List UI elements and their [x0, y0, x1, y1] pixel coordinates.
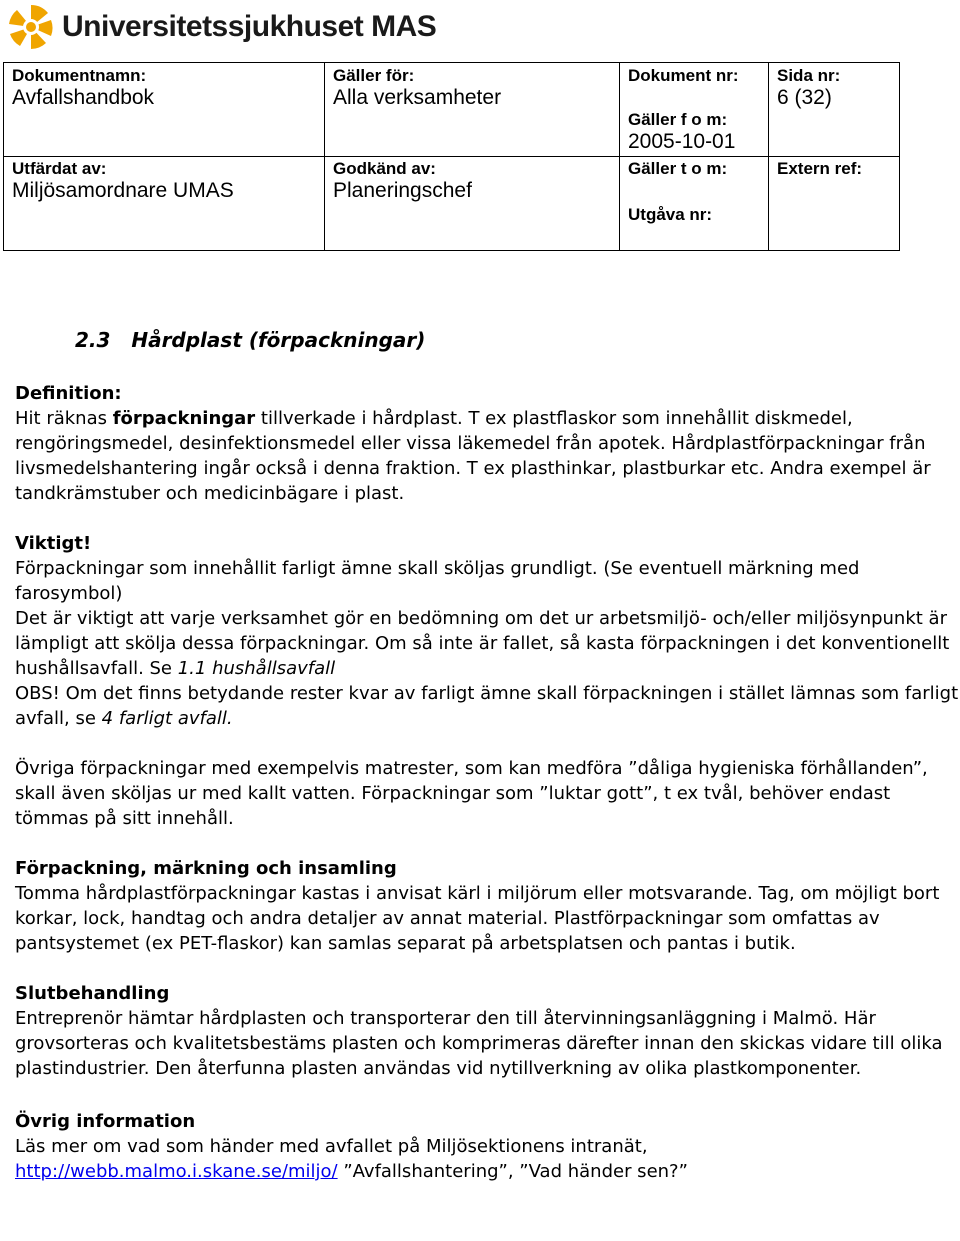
household-waste-ref: 1.1 hushållsavfall [177, 658, 336, 679]
important-obs-text: OBS! Om det finns betydande rester kvar av farligt ämne skall förpackningen i stället lämnas som farligt avfall, se [15, 683, 959, 729]
important-rinse-text: Förpackningar som innehållit farligt ämne skall sköljas grundligt. (Se eventuell märkning med farosymbol) [15, 558, 860, 604]
doc-nr-label: Dokument nr: [628, 66, 739, 85]
page-cell [769, 63, 900, 157]
valid-from-value: 2005-10-01 [628, 130, 736, 153]
approved-cell [325, 157, 620, 251]
section-title: Hårdplast (förpackningar) [131, 328, 426, 352]
hospital-logo [8, 4, 436, 50]
issued-label: Utfärdat av: [12, 159, 107, 178]
important-assessment-paragraph [15, 606, 960, 681]
extref-label: Extern ref: [777, 159, 863, 178]
doc-nr-cell [620, 63, 769, 157]
important-assessment-text: Det är viktigt att varje verksamhet gör en bedömning om det ur arbetsmiljö- och/eller miljösynpunkt är lämpligt att skölja dessa förpackningar. Om så inte är fallet, så kasta förpackningen i det konventionellt hushållsavfall. Se [15, 608, 950, 679]
extref-cell [769, 157, 900, 251]
important-obs-paragraph [15, 681, 960, 731]
page-value: 6 (32) [777, 86, 832, 109]
doc-name-label: Dokumentnamn: [12, 66, 147, 85]
logo-text: Universitetssjukhuset MAS [62, 10, 437, 43]
page-label: Sida nr: [777, 66, 841, 85]
section-heading [75, 325, 960, 355]
version-label: Utgåva nr: [628, 205, 713, 224]
sun-icon [8, 4, 54, 50]
important-heading: Viktigt! [15, 533, 92, 554]
other-info-heading: Övrig information [15, 1111, 196, 1132]
issued-value: Miljösamordnare UMAS [12, 179, 234, 202]
applies-value: Alla verksamheter [333, 86, 502, 109]
valid-to-label: Gäller t o m: [628, 159, 728, 178]
other-info-tail: ”Avfallshantering”, ”Vad händer sen?” [337, 1161, 688, 1182]
section-number: 2.3 [75, 328, 111, 352]
definition-heading: Definition: [15, 383, 122, 404]
approved-value: Planeringschef [333, 179, 472, 202]
packing-heading: Förpackning, märkning och insamling [15, 858, 397, 879]
document-header-table [3, 62, 900, 251]
doc-name-value: Avfallshandbok [12, 86, 155, 109]
other-info-paragraph [15, 1134, 960, 1184]
document-body [15, 325, 960, 1184]
intranet-link[interactable]: http://webb.malmo.i.skane.se/miljo/ [15, 1161, 338, 1182]
applies-label: Gäller för: [333, 66, 415, 85]
issued-cell [4, 157, 325, 251]
final-treatment-paragraph: Entreprenör hämtar hårdplasten och transporterar den till återvinningsanläggning i Malmö. Här grovsorteras och kvalitetsbestäms plasten och komprimeras därefter innan den skickas vidare till olika plastindustrier. Den återfunna plasten användas vid nytillverkning av olika plastkomponenter. [15, 1008, 943, 1079]
definition-keyword: förpackningar [112, 408, 256, 429]
other-packaging-paragraph: Övriga förpackningar med exempelvis matrester, som kan medföra ”dåliga hygieniska förhållanden”, skall även sköljas ur med kallt vatten. Förpackningar som ”luktar gott”, t ex tvål, behöver endast tömmas på sitt innehåll. [15, 758, 928, 829]
definition-text-a: Hit räknas [15, 408, 113, 429]
definition-text-b: tillverkade i hårdplast. T ex plastflaskor som innehållit diskmedel, rengöringsmedel, desinfektionsmedel eller vissa läkemedel från apotek. Hårdplastförpackningar från livsmedelshantering ingår också i denna fraktion. T ex plasthinkar, plastburkar etc. Andra exempel är tandkrämstuber och medicinbägare i plast. [15, 408, 931, 504]
final-treatment-heading: Slutbehandling [15, 983, 170, 1004]
packing-paragraph: Tomma hårdplastförpackningar kastas i anvisat kärl i miljörum eller motsvarande. Tag, om möjligt bort korkar, lock, handtag och andra detaljer av annat material. Plastförpackningar som omfattas av pantsystemet (ex PET-flaskor) kan samlas separat på arbetsplatsen och pantas i butik. [15, 883, 940, 954]
definition-paragraph [15, 406, 960, 506]
valid-from-label: Gäller f o m: [628, 110, 728, 129]
other-info-text: Läs mer om vad som händer med avfallet på Miljösektionens intranät, [15, 1136, 648, 1157]
applies-cell [325, 63, 620, 157]
hazardous-waste-ref: 4 farligt avfall. [101, 708, 233, 729]
approved-label: Godkänd av: [333, 159, 436, 178]
doc-name-cell [4, 63, 325, 157]
valid-to-cell [620, 157, 769, 251]
